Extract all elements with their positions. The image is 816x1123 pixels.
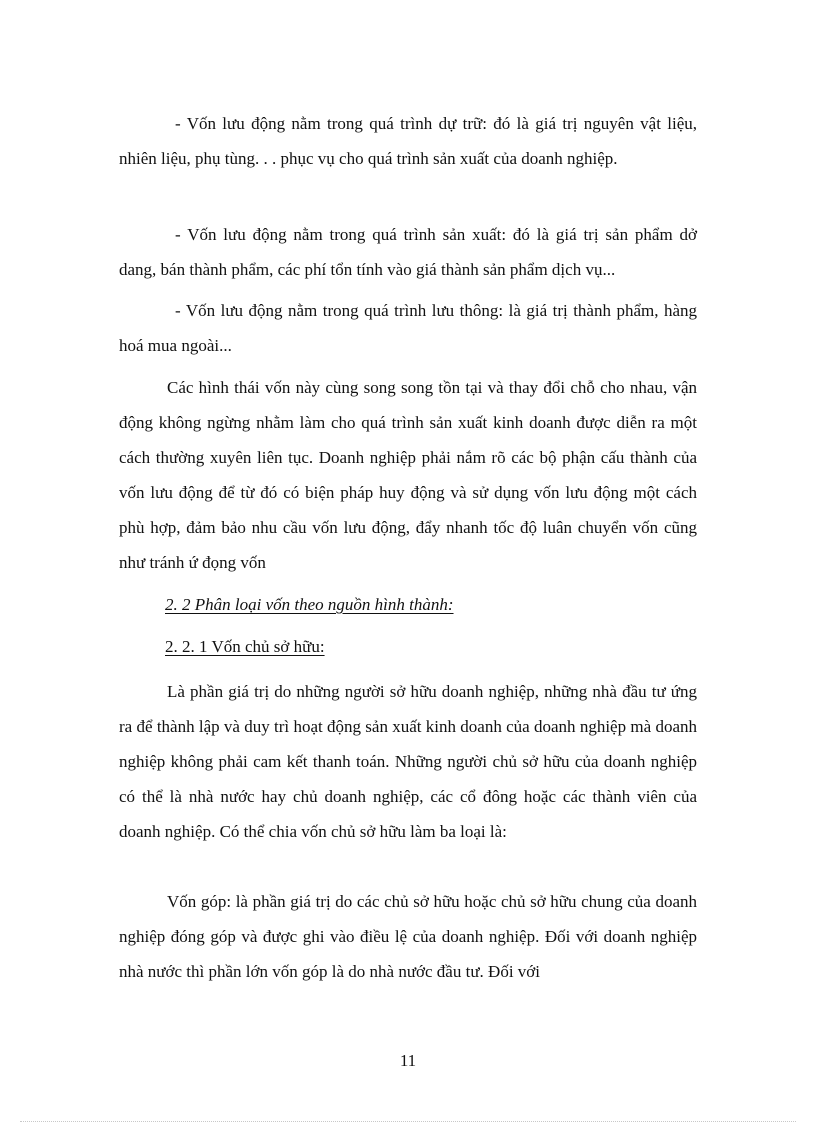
page-bottom-divider bbox=[20, 1121, 796, 1122]
paragraph-working-capital-production: - Vốn lưu động nằm trong quá trình sản xuất: đó là giá trị sản phẩm dở dang, bán thành phẩm, các phí tổn tính vào giá thành sản phẩm dịch vụ... bbox=[119, 225, 697, 279]
paragraph-contributed-capital: Vốn góp: là phần giá trị do các chủ sở hữu hoặc chủ sở hữu chung của doanh nghiệp đóng góp và được ghi vào điều lệ của doanh nghiệp. Đối với doanh nghiệp nhà nước thì phần lớn vốn góp là do nhà nước đầu tư. Đối với bbox=[119, 892, 697, 981]
paragraph-working-capital-circulation: - Vốn lưu động nằm trong quá trình lưu thông: là giá trị thành phẩm, hàng hoá mua ngoài... bbox=[119, 301, 697, 355]
paragraph-owner-equity-definition: Là phần giá trị do những người sở hữu doanh nghiệp, những nhà đầu tư ứng ra để thành lập và duy trì hoạt động sản xuất kinh doanh của doanh nghiệp mà doanh nghiệp không phải cam kết thanh toán. Những người chủ sở hữu của doanh nghiệp có thể là nhà nước hay chủ doanh nghiệp, các cổ đông hoặc các thành viên của doanh nghiệp. Có thể chia vốn chủ sở hữu làm ba loại là: bbox=[119, 682, 697, 841]
paragraph-capital-forms: Các hình thái vốn này cùng song song tồn tại và thay đổi chỗ cho nhau, vận động không ngừng nhằm làm cho quá trình sản xuất kinh doanh được diễn ra một cách thường xuyên liên tục. Doanh nghiệp phải nắm rõ các bộ phận cấu thành của vốn lưu động để từ đó có biện pháp huy động và sử dụng vốn lưu động một cách phù hợp, đảm bảo nhu cầu vốn lưu động, đẩy nhanh tốc độ luân chuyển vốn cũng như tránh ứ đọng vốn bbox=[119, 378, 697, 572]
section-heading-capital-classification: 2. 2 Phân loại vốn theo nguồn hình thành: bbox=[165, 595, 454, 614]
subsection-heading-owner-equity: 2. 2. 1 Vốn chủ sở hữu: bbox=[165, 637, 325, 656]
paragraph-working-capital-reserve: - Vốn lưu động nằm trong quá trình dự trữ: đó là giá trị nguyên vật liệu, nhiên liệu, phụ tùng. . . phục vụ cho quá trình sản xuất của doanh nghiệp. bbox=[119, 114, 697, 168]
page-number: 11 bbox=[399, 1051, 417, 1070]
